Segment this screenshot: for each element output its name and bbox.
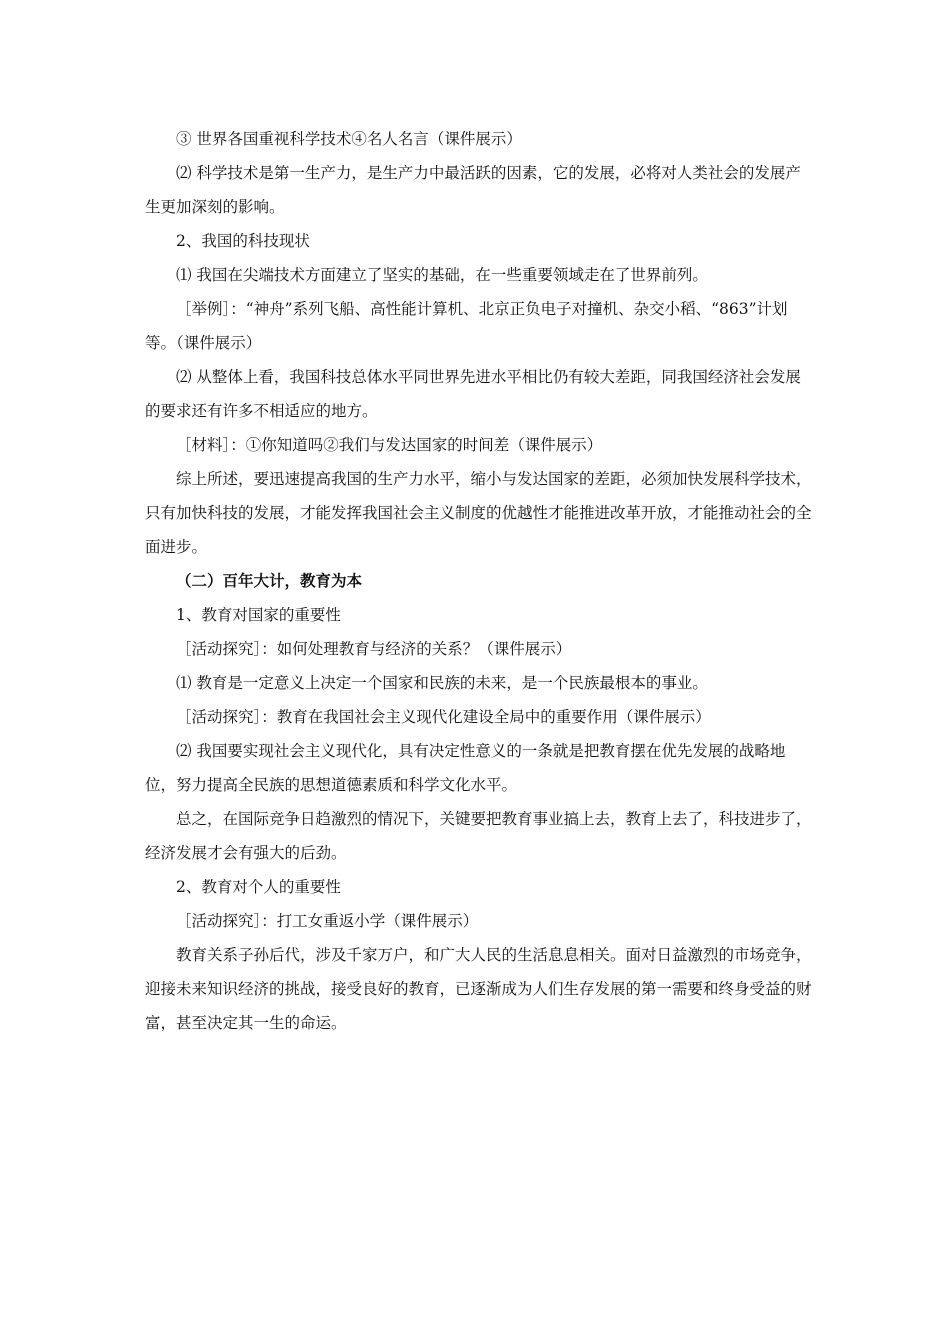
paragraph: 教育关系子孙后代，涉及千家万户，和广大人民的生活息息相关。面对日益激烈的市场竞争，迎接未来知识经济的挑战，接受良好的教育，已逐渐成为人们生存发展的第一需要和终身受益的财富，甚至决定其一生的命运。 — [145, 946, 812, 1032]
material-paragraph: ［材料］：①你知道吗②我们与发达国家的时间差（课件展示） — [176, 436, 603, 454]
summary-paragraph: 综上所述，要迅速提高我国的生产力水平，缩小与发达国家的差距，必须加快发展科学技术，只有加快科技的发展，才能发挥我国社会主义制度的优越性才能推进改革开放，才能推动社会的全面进步。 — [145, 470, 812, 556]
section-heading: 2、教育对个人的重要性 — [176, 878, 341, 896]
chapter-heading: （二）百年大计，教育为本 — [176, 572, 363, 590]
example-paragraph: ［举例］：“神舟”系列飞船、高性能计算机、北京正负电子对撞机、杂交小稻、“863”计划等。（课件展示） — [145, 300, 788, 352]
document-body — [145, 122, 815, 1040]
section-heading: 1、教育对国家的重要性 — [176, 606, 341, 624]
paragraph: ⑴ 我国在尖端技术方面建立了坚实的基础，在一些重要领域走在了世界前列。 — [176, 266, 708, 284]
paragraph: ⑵ 科学技术是第一生产力，是生产力中最活跃的因素，它的发展，必将对人类社会的发展产生更加深刻的影响。 — [145, 164, 801, 216]
paragraph: ⑴ 教育是一定意义上决定一个国家和民族的未来，是一个民族最根本的事业。 — [176, 674, 708, 692]
activity-paragraph: ［活动探究］：教育在我国社会主义现代化建设全局中的重要作用（课件展示） — [176, 708, 711, 726]
summary-paragraph: 总之，在国际竞争日趋激烈的情况下，关键要把教育事业搞上去，教育上去了，科技进步了，经济发展才会有强大的后劲。 — [145, 810, 812, 862]
paragraph: ⑵ 我国要实现社会主义现代化，具有决定性意义的一条就是把教育摆在优先发展的战略地位，努力提高全民族的思想道德素质和科学文化水平。 — [145, 742, 786, 794]
section-heading: 2、我国的科技现状 — [176, 232, 310, 250]
activity-paragraph: ［活动探究］：打工女重返小学（课件展示） — [176, 912, 479, 930]
paragraph: ⑵ 从整体上看，我国科技总体水平同世界先进水平相比仍有较大差距，同我国经济社会发展的要求还有许多不相适应的地方。 — [145, 368, 801, 420]
activity-paragraph: ［活动探究］：如何处理教育与经济的关系？（课件展示） — [176, 640, 572, 658]
paragraph: ③ 世界各国重视科学技术④名人名言（课件展示） — [176, 130, 522, 148]
